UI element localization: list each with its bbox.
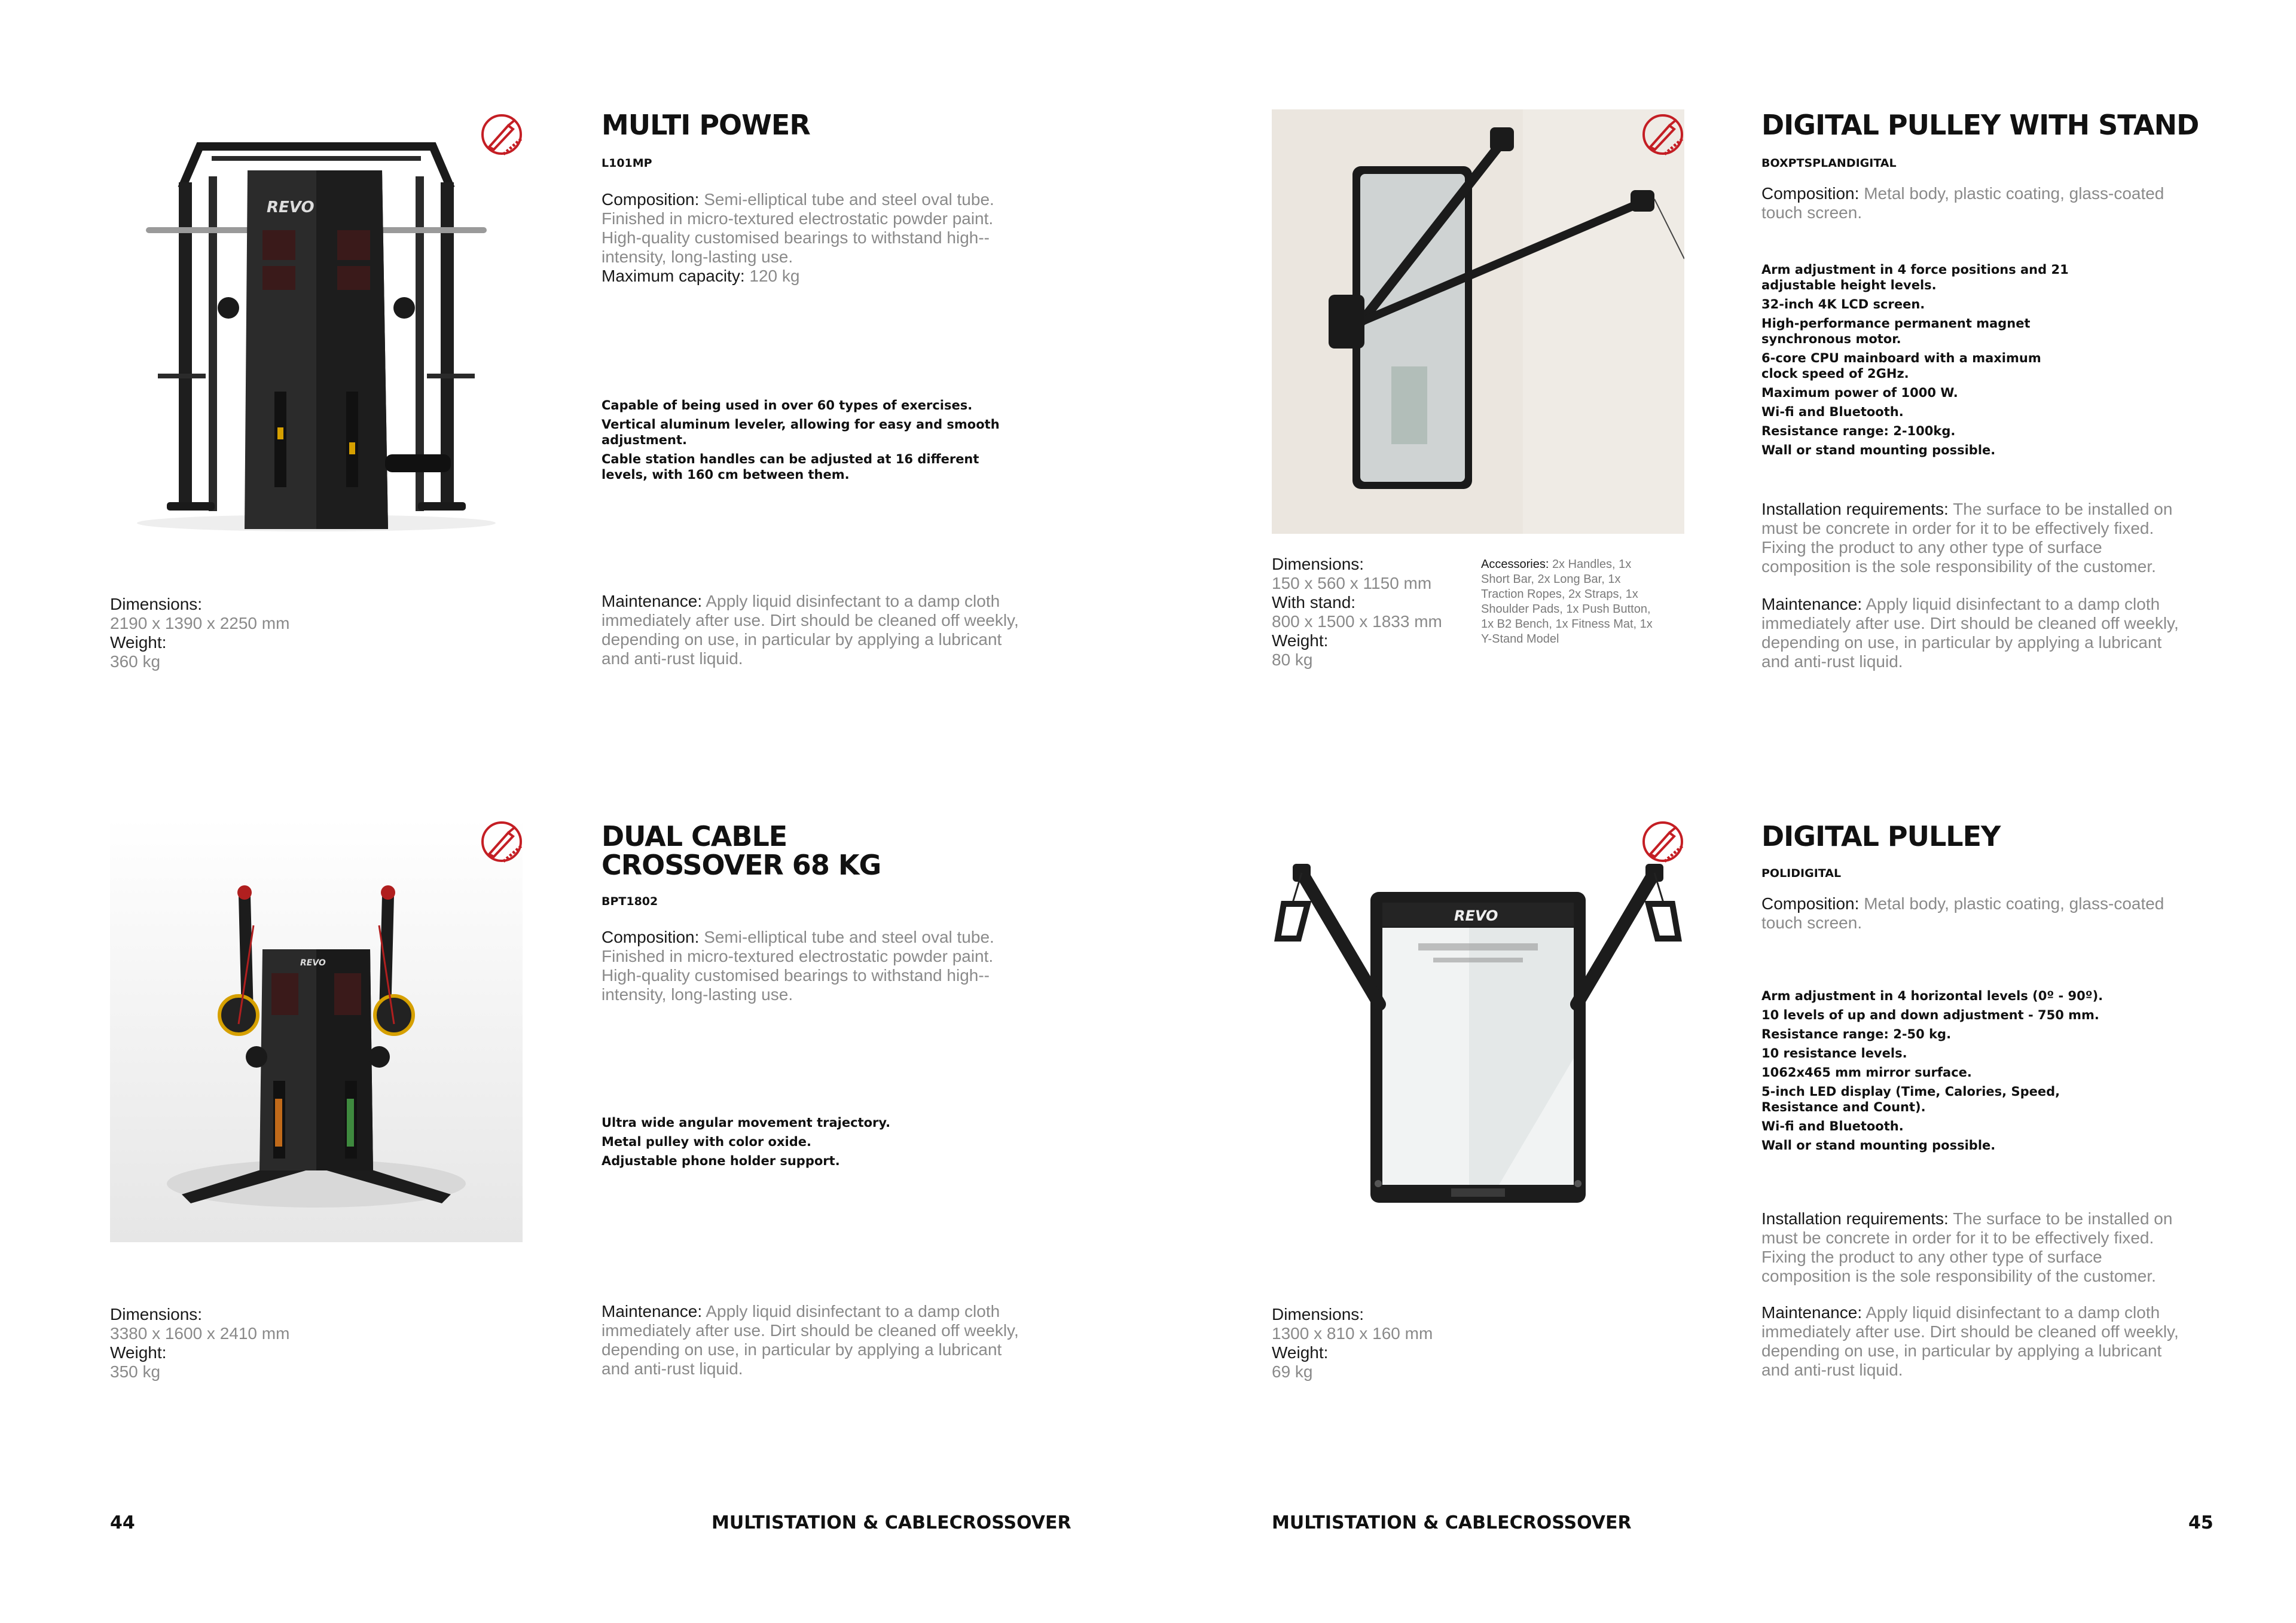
page-number-left: 44 xyxy=(110,1512,135,1533)
feature-item: Arm adjustment in 4 force positions and 21 adjustable height levels. xyxy=(1761,262,2069,292)
digital-pulley-illustration xyxy=(1272,861,1684,1219)
stand-label: With stand: xyxy=(1272,593,1356,612)
custom-stamp-icon xyxy=(1637,109,1689,160)
section-title-right: MULTISTATION & CABLECROSSOVER xyxy=(1272,1512,1632,1533)
feature-item: 32-inch 4K LCD screen. xyxy=(1761,297,1925,311)
composition-text: Semi-elliptical tube and steel oval tube. Finished in micro-textured electrostatic powder paint. High-quality customised bearings to withstand high--intensity, long-lasting use. xyxy=(602,928,994,1004)
feature-item: High-performance permanent magnet synchronous motor. xyxy=(1761,316,2031,346)
composition-block xyxy=(1761,894,2180,933)
dual-cable-image xyxy=(110,818,523,1242)
multi-power-illustration xyxy=(110,111,523,535)
feature-item: Wi-fi and Bluetooth. xyxy=(1761,405,1904,419)
composition-block xyxy=(602,190,1020,286)
dimensions-value: 2190 x 1390 x 2250 mm xyxy=(110,614,290,632)
composition-label: Composition: xyxy=(602,928,700,946)
features-list xyxy=(1761,262,2072,461)
composition-block xyxy=(602,928,1020,1004)
composition-label: Composition: xyxy=(1761,894,1860,913)
maintenance-block xyxy=(602,592,1020,668)
dimensions-label: Dimensions: xyxy=(110,595,203,613)
dimensions-value: 150 x 560 x 1150 mm xyxy=(1272,574,1432,592)
feature-item: Wall or stand mounting possible. xyxy=(1761,1138,1996,1153)
maintenance-label: Maintenance: xyxy=(1761,1303,1863,1322)
product-title-line: DUAL CABLE xyxy=(602,820,787,852)
accessories-text: 2x Handles, 1x Short Bar, 2x Long Bar, 1x Traction Ropes, 2x Straps, 1x Shoulder Pads, 1x Push Button, 1x B2 Bench, 1x Fitness Mat, 1x Y-Stand Model xyxy=(1481,558,1653,646)
weight-value: 360 kg xyxy=(110,652,161,671)
maintenance-label: Maintenance: xyxy=(602,1302,703,1321)
dual-cable-illustration xyxy=(110,818,523,1242)
installation-label: Installation requirements: xyxy=(1761,1209,1949,1228)
feature-item: Wi-fi and Bluetooth. xyxy=(1761,1119,1904,1133)
installation-block xyxy=(1761,500,2180,576)
maintenance-label: Maintenance: xyxy=(602,592,703,610)
page-number-right: 45 xyxy=(2188,1512,2213,1533)
composition-label: Composition: xyxy=(1761,184,1860,203)
maintenance-text: Apply liquid disinfectant to a damp cloth immediately after use. Dirt should be cleaned off weekly, depending on use, in particular by applying a lubricant and anti-rust liquid. xyxy=(1761,1303,2179,1379)
feature-item: Arm adjustment in 4 horizontal levels (0º - 90º). xyxy=(1761,989,2103,1003)
composition-block xyxy=(1761,184,2180,222)
weight-value: 69 kg xyxy=(1272,1362,1313,1381)
product-title-digital-pulley: DIGITAL PULLEY xyxy=(1761,820,2001,852)
capacity-value: 120 kg xyxy=(749,267,800,285)
dimensions-block xyxy=(110,595,379,671)
maintenance-text: Apply liquid disinfectant to a damp cloth immediately after use. Dirt should be cleaned off weekly, depending on use, in particular by applying a lubricant and anti-rust liquid. xyxy=(602,1302,1019,1378)
maintenance-block xyxy=(1761,595,2180,671)
weight-label: Weight: xyxy=(1272,1343,1329,1362)
dimensions-block xyxy=(110,1305,379,1381)
feature-item: 1062x465 mm mirror surface. xyxy=(1761,1065,1972,1080)
feature-item: Metal pulley with color oxide. xyxy=(602,1135,811,1149)
product-title-multi-power: MULTI POWER xyxy=(602,109,810,141)
custom-stamp-icon xyxy=(476,109,527,160)
dimensions-label: Dimensions: xyxy=(110,1305,203,1324)
capacity-label: Maximum capacity: xyxy=(602,267,745,285)
weight-label: Weight: xyxy=(110,1343,167,1362)
section-title-left: MULTISTATION & CABLECROSSOVER xyxy=(712,1512,1071,1533)
maintenance-block xyxy=(1761,1303,2180,1380)
feature-item: 10 resistance levels. xyxy=(1761,1046,1907,1060)
feature-item: 6-core CPU mainboard with a maximum clock speed of 2GHz. xyxy=(1761,351,2041,381)
weight-label: Weight: xyxy=(1272,631,1329,650)
maintenance-text: Apply liquid disinfectant to a damp cloth immediately after use. Dirt should be cleaned off weekly, depending on use, in particular by applying a lubricant and anti-rust liquid. xyxy=(602,592,1019,668)
product-code: BOXPTSPLANDIGITAL xyxy=(1761,157,1897,170)
features-list xyxy=(602,398,1020,486)
product-title-dual-cable xyxy=(602,822,881,879)
stand-value: 800 x 1500 x 1833 mm xyxy=(1272,612,1442,631)
weight-value: 80 kg xyxy=(1272,650,1313,669)
maintenance-label: Maintenance: xyxy=(1761,595,1863,613)
feature-item: Adjustable phone holder support. xyxy=(602,1154,840,1168)
features-list xyxy=(602,1115,1020,1172)
digital-pulley-stand-image xyxy=(1272,109,1684,534)
feature-item: Capable of being used in over 60 types of exercises. xyxy=(602,398,973,412)
feature-item: Wall or stand mounting possible. xyxy=(1761,443,1996,457)
accessories-label: Accessories: xyxy=(1481,558,1549,571)
feature-item: Vertical aluminum leveler, allowing for easy and smooth adjustment. xyxy=(602,417,1000,447)
composition-text: Semi-elliptical tube and steel oval tube. Finished in micro-textured electrostatic powder paint. High-quality customised bearings to withstand high--intensity, long-lasting use. xyxy=(602,190,994,266)
feature-item: 10 levels of up and down adjustment - 750 mm. xyxy=(1761,1008,2099,1022)
composition-text: Metal body, plastic coating, glass-coated touch screen. xyxy=(1761,894,2164,932)
digital-pulley-stand-illustration xyxy=(1272,109,1684,534)
weight-label: Weight: xyxy=(110,633,167,652)
feature-item: Cable station handles can be adjusted at 16 different levels, with 160 cm between them. xyxy=(602,452,979,482)
custom-stamp-icon xyxy=(476,816,527,867)
dimensions-value: 3380 x 1600 x 2410 mm xyxy=(110,1324,290,1343)
accessories-block xyxy=(1481,557,1654,647)
feature-item: 5-inch LED display (Time, Calories, Speed, Resistance and Count). xyxy=(1761,1084,2060,1114)
weight-value: 350 kg xyxy=(110,1362,161,1381)
dimensions-block xyxy=(1272,555,1475,670)
custom-stamp-icon xyxy=(1637,816,1689,867)
maintenance-text: Apply liquid disinfectant to a damp cloth immediately after use. Dirt should be cleaned off weekly, depending on use, in particular by applying a lubricant and anti-rust liquid. xyxy=(1761,595,2179,671)
features-list xyxy=(1761,988,2120,1157)
product-title-digital-pulley-stand: DIGITAL PULLEY WITH STAND xyxy=(1761,109,2199,141)
product-code: POLIDIGITAL xyxy=(1761,867,1842,880)
feature-item: Resistance range: 2-100kg. xyxy=(1761,424,1956,438)
revo-logo: REVO xyxy=(267,198,315,216)
dimensions-label: Dimensions: xyxy=(1272,1305,1364,1324)
installation-text: The surface to be installed on must be concrete in order for it to be effectively fixed. Fixing the product to any other type of surface composition is the sole responsibility of the customer. xyxy=(1761,500,2173,576)
digital-pulley-image xyxy=(1272,861,1684,1219)
product-code: BPT1802 xyxy=(602,895,658,908)
revo-logo: REVO xyxy=(1454,907,1498,924)
dimensions-label: Dimensions: xyxy=(1272,555,1364,573)
product-code: L101MP xyxy=(602,157,652,170)
revo-logo: REVO xyxy=(300,958,326,968)
feature-item: Maximum power of 1000 W. xyxy=(1761,386,1958,400)
maintenance-block xyxy=(602,1302,1020,1379)
multi-power-image xyxy=(110,111,523,535)
installation-text: The surface to be installed on must be concrete in order for it to be effectively fixed. Fixing the product to any other type of surface composition is the sole responsibility of the customer. xyxy=(1761,1209,2173,1285)
installation-label: Installation requirements: xyxy=(1761,500,1949,518)
product-title-line: CROSSOVER 68 KG xyxy=(602,849,881,881)
composition-label: Composition: xyxy=(602,190,700,209)
dimensions-block xyxy=(1272,1305,1541,1381)
installation-block xyxy=(1761,1209,2180,1286)
composition-text: Metal body, plastic coating, glass-coated touch screen. xyxy=(1761,184,2164,222)
feature-item: Resistance range: 2-50 kg. xyxy=(1761,1027,1952,1041)
feature-item: Ultra wide angular movement trajectory. xyxy=(602,1115,891,1130)
dimensions-value: 1300 x 810 x 160 mm xyxy=(1272,1324,1433,1343)
